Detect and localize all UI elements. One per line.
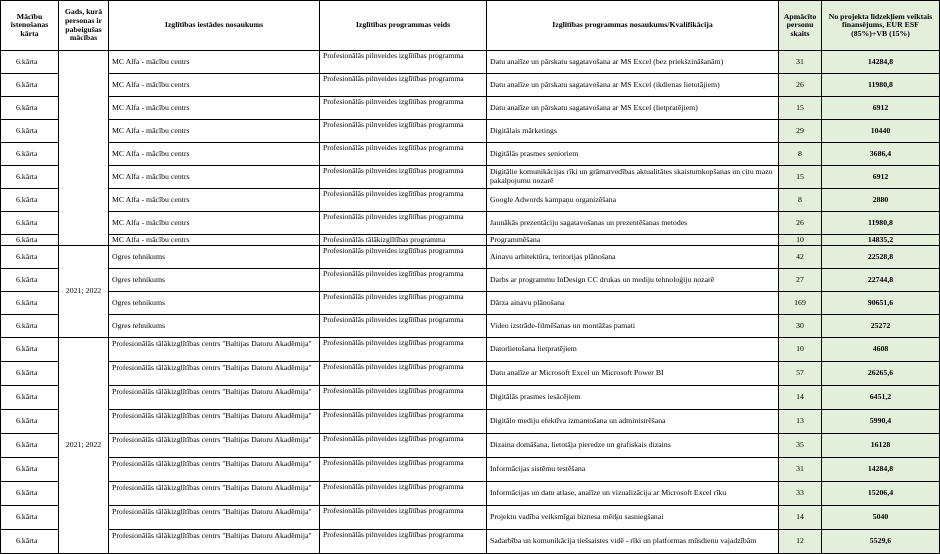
trained-count-cell: 169 — [779, 292, 822, 315]
program-type-cell: Profesionālās pilnveides izglītības programma — [320, 292, 487, 315]
trained-count-cell: 14 — [779, 506, 822, 530]
karta-cell: 6.kārta — [1, 315, 59, 338]
karta-cell: 6.kārta — [1, 506, 59, 530]
table-row — [1, 235, 940, 246]
institution-cell: MC Alfa - mācību centrs — [109, 120, 320, 143]
program-type-cell: Profesionālās pilnveides izglītības programma — [320, 482, 487, 506]
table-row — [1, 246, 940, 269]
program-type-cell: Profesionālās pilnveides izglītības programma — [320, 120, 487, 143]
header-skaits: Apmācīto personu skaits — [779, 1, 822, 51]
karta-cell: 6.kārta — [1, 189, 59, 212]
funding-cell: 6912 — [822, 97, 940, 120]
program-type-cell: Profesionālās pilnveides izglītības programma — [320, 74, 487, 97]
program-name-cell: Datu analīze un pārskatu sagatavošana ar MS Excel (ikdienas lietotājiem) — [487, 74, 779, 97]
funding-cell: 6912 — [822, 166, 940, 189]
karta-cell: 6.kārta — [1, 212, 59, 235]
program-type-cell: Profesionālās pilnveides izglītības programma — [320, 530, 487, 554]
trained-count-cell: 31 — [779, 51, 822, 74]
funding-cell: 3686,4 — [822, 143, 940, 166]
institution-cell: Ogres tehnikums — [109, 269, 320, 292]
program-type-cell: Profesionālās pilnveides izglītības programma — [320, 246, 487, 269]
trained-count-cell: 12 — [779, 530, 822, 554]
karta-cell: 6.kārta — [1, 530, 59, 554]
year-cell-empty — [59, 51, 109, 246]
table-row — [1, 482, 940, 506]
institution-cell: MC Alfa - mācību centrs — [109, 235, 320, 246]
institution-cell: MC Alfa - mācību centrs — [109, 143, 320, 166]
trained-count-cell: 13 — [779, 410, 822, 434]
karta-cell: 6.kārta — [1, 143, 59, 166]
karta-cell: 6.kārta — [1, 410, 59, 434]
institution-cell: MC Alfa - mācību centrs — [109, 212, 320, 235]
program-type-cell: Profesionālās pilnveides izglītības programma — [320, 212, 487, 235]
year-cell: 2021; 2022 — [59, 338, 109, 554]
program-type-cell: Profesionālās pilnveides izglītības programma — [320, 166, 487, 189]
year-cell: 2021; 2022 — [59, 246, 109, 338]
program-name-cell: Datu analīze un pārskatu sagatavošana ar MS Excel (lietpratējiem) — [487, 97, 779, 120]
program-type-cell: Profesionālās pilnveides izglītības programma — [320, 189, 487, 212]
program-name-cell: Ainavu arhitektūra, teritorijas plānošana — [487, 246, 779, 269]
program-name-cell: Informācijas sistēmu testēšana — [487, 458, 779, 482]
institution-cell: Ogres tehnikums — [109, 246, 320, 269]
table-row — [1, 189, 940, 212]
program-type-cell: Profesionālās pilnveides izglītības programma — [320, 410, 487, 434]
table-row — [1, 97, 940, 120]
trained-count-cell: 29 — [779, 120, 822, 143]
program-type-cell: Profesionālās pilnveides izglītības programma — [320, 362, 487, 386]
karta-cell: 6.kārta — [1, 386, 59, 410]
trained-count-cell: 35 — [779, 434, 822, 458]
karta-cell: 6.kārta — [1, 120, 59, 143]
program-name-cell: Google Adwords kampaņu organizēšana — [487, 189, 779, 212]
program-name-cell: Darbs ar programmu InDesign CC drukas un mediju tehnoloģiju nozarē — [487, 269, 779, 292]
trained-count-cell: 15 — [779, 166, 822, 189]
header-kartas: Mācību īstenošanas kārta — [1, 1, 59, 51]
funding-cell: 11980,8 — [822, 212, 940, 235]
program-name-cell: Video izstrāde-filmēšanas un montāžas pamati — [487, 315, 779, 338]
table-row — [1, 292, 940, 315]
program-name-cell: Programmēšana — [487, 235, 779, 246]
program-name-cell: Digitālo mediju efektīva izmantošana un administrēšana — [487, 410, 779, 434]
program-type-cell: Profesionālās pilnveides izglītības programma — [320, 434, 487, 458]
institution-cell: Ogres tehnikums — [109, 315, 320, 338]
trained-count-cell: 33 — [779, 482, 822, 506]
funding-cell: 14284,8 — [822, 458, 940, 482]
program-type-cell: Profesionālās pilnveides izglītības programma — [320, 338, 487, 362]
program-name-cell: Datu analīze un pārskatu sagatavošana ar MS Excel (bez priekšzināšanām) — [487, 51, 779, 74]
program-type-cell: Profesionālās pilnveides izglītības programma — [320, 97, 487, 120]
karta-cell: 6.kārta — [1, 97, 59, 120]
funding-cell: 26265,6 — [822, 362, 940, 386]
header-finansejums: No projekta līdzekļiem veiktais finansējums, EUR ESF (85%)+VB (15%) — [822, 1, 940, 51]
institution-cell: MC Alfa - mācību centrs — [109, 97, 320, 120]
trained-count-cell: 14 — [779, 386, 822, 410]
institution-cell: MC Alfa - mācību centrs — [109, 74, 320, 97]
table-row — [1, 386, 940, 410]
program-type-cell: Profesionālās pilnveides izglītības programma — [320, 506, 487, 530]
karta-cell: 6.kārta — [1, 74, 59, 97]
karta-cell: 6.kārta — [1, 292, 59, 315]
funding-cell: 14284,8 — [822, 51, 940, 74]
funding-cell: 22528,8 — [822, 246, 940, 269]
trained-count-cell: 26 — [779, 212, 822, 235]
funding-cell: 16128 — [822, 434, 940, 458]
institution-cell: Profesionālās tālākizglītības centrs "Baltijas Datoru Akadēmija" — [109, 410, 320, 434]
program-name-cell: Jaunākās prezentāciju sagatavošanas un prezentēšanas metodes — [487, 212, 779, 235]
table-row — [1, 434, 940, 458]
institution-cell: Profesionālās tālākizglītības centrs "Baltijas Datoru Akadēmija" — [109, 458, 320, 482]
funding-cell: 6451,2 — [822, 386, 940, 410]
program-name-cell: Sadarbība un komunikācija tiešsaistes vidē - rīki un platformas mūsdienu vajadzībām — [487, 530, 779, 554]
header-iestade: Izglītības iestādes nosaukums — [109, 1, 320, 51]
funding-cell: 2880 — [822, 189, 940, 212]
funding-cell: 5529,6 — [822, 530, 940, 554]
header-row — [1, 1, 940, 51]
program-type-cell: Profesionālās pilnveides izglītības programma — [320, 51, 487, 74]
karta-cell: 6.kārta — [1, 166, 59, 189]
funding-cell: 25272 — [822, 315, 940, 338]
trained-count-cell: 57 — [779, 362, 822, 386]
karta-cell: 6.kārta — [1, 269, 59, 292]
institution-cell: MC Alfa - mācību centrs — [109, 189, 320, 212]
table-row — [1, 315, 940, 338]
funding-cell: 5040 — [822, 506, 940, 530]
trained-count-cell: 30 — [779, 315, 822, 338]
program-type-cell: Profesionālās pilnveides izglītības programma — [320, 315, 487, 338]
institution-cell: Profesionālās tālākizglītības centrs "Baltijas Datoru Akadēmija" — [109, 362, 320, 386]
funding-cell: 10440 — [822, 120, 940, 143]
institution-cell: MC Alfa - mācību centrs — [109, 51, 320, 74]
program-name-cell: Informācijas un datu atlase, analīze un vizualizācija ar Microsoft Excel rīku — [487, 482, 779, 506]
institution-cell: Profesionālās tālākizglītības centrs "Baltijas Datoru Akadēmija" — [109, 434, 320, 458]
trained-count-cell: 8 — [779, 189, 822, 212]
table-row — [1, 530, 940, 554]
program-name-cell: Digitālās prasmes senioriem — [487, 143, 779, 166]
table-row — [1, 212, 940, 235]
table-row — [1, 362, 940, 386]
karta-cell: 6.kārta — [1, 362, 59, 386]
program-name-cell: Projektu vadība veiksmīgai biznesa mērķu sasniegšanai — [487, 506, 779, 530]
trained-count-cell: 31 — [779, 458, 822, 482]
trained-count-cell: 8 — [779, 143, 822, 166]
table-row — [1, 269, 940, 292]
karta-cell: 6.kārta — [1, 482, 59, 506]
funding-cell: 4608 — [822, 338, 940, 362]
table-row — [1, 506, 940, 530]
program-name-cell: Datorlietošana lietpratējiem — [487, 338, 779, 362]
institution-cell: MC Alfa - mācību centrs — [109, 166, 320, 189]
program-type-cell: Profesionālās pilnveides izglītības programma — [320, 458, 487, 482]
program-type-cell: Profesionālās pilnveides izglītības programma — [320, 269, 487, 292]
trained-count-cell: 42 — [779, 246, 822, 269]
karta-cell: 6.kārta — [1, 235, 59, 246]
trained-count-cell: 10 — [779, 338, 822, 362]
trained-count-cell: 26 — [779, 74, 822, 97]
karta-cell: 6.kārta — [1, 434, 59, 458]
institution-cell: Profesionālās tālākizglītības centrs "Baltijas Datoru Akadēmija" — [109, 530, 320, 554]
program-name-cell: Datu analīze ar Microsoft Excel un Microsoft Power BI — [487, 362, 779, 386]
program-name-cell: Digitālās prasmes iesācējiem — [487, 386, 779, 410]
trained-count-cell: 15 — [779, 97, 822, 120]
institution-cell: Profesionālās tālākizglītības centrs "Baltijas Datoru Akadēmija" — [109, 386, 320, 410]
table-row — [1, 120, 940, 143]
table-row — [1, 74, 940, 97]
funding-cell: 15206,4 — [822, 482, 940, 506]
institution-cell: Profesionālās tālākizglītības centrs "Baltijas Datoru Akadēmija" — [109, 482, 320, 506]
trained-count-cell: 27 — [779, 269, 822, 292]
trained-count-cell: 10 — [779, 235, 822, 246]
funding-cell: 5990,4 — [822, 410, 940, 434]
karta-cell: 6.kārta — [1, 458, 59, 482]
institution-cell: Ogres tehnikums — [109, 292, 320, 315]
table-row — [1, 458, 940, 482]
table-row — [1, 338, 940, 362]
table-row — [1, 51, 940, 74]
program-type-cell: Profesionālās pilnveides izglītības programma — [320, 143, 487, 166]
funding-cell: 22744,8 — [822, 269, 940, 292]
table-row — [1, 143, 940, 166]
funding-cell: 11980,8 — [822, 74, 940, 97]
program-type-cell: Profesionālās tālākizglītības programma — [320, 235, 487, 246]
funding-cell: 14835,2 — [822, 235, 940, 246]
program-name-cell: Digitālais mārketings — [487, 120, 779, 143]
karta-cell: 6.kārta — [1, 246, 59, 269]
program-name-cell: Dārza ainavu plānošana — [487, 292, 779, 315]
institution-cell: Profesionālās tālākizglītības centrs "Baltijas Datoru Akadēmija" — [109, 338, 320, 362]
header-gads: Gads, kurā personas ir pabeigušas mācības — [59, 1, 109, 51]
table-row — [1, 410, 940, 434]
funding-cell: 90651,6 — [822, 292, 940, 315]
header-veids: Izglītības programmas veids — [320, 1, 487, 51]
header-programma: Izglītības programmas nosaukums/Kvalifikācija — [487, 1, 779, 51]
table-row — [1, 166, 940, 189]
program-name-cell: Digitālie komunikācijas rīki un grāmatvedības aktualitātes skaistumkopšanas un citu mazo pakalpojumu nozarē — [487, 166, 779, 189]
program-name-cell: Dizaina domāšana, lietotāja pieredze un grafiskais dizains — [487, 434, 779, 458]
karta-cell: 6.kārta — [1, 51, 59, 74]
institution-cell: Profesionālās tālākizglītības centrs "Baltijas Datoru Akadēmija" — [109, 506, 320, 530]
program-type-cell: Profesionālās pilnveides izglītības programma — [320, 386, 487, 410]
karta-cell: 6.kārta — [1, 338, 59, 362]
